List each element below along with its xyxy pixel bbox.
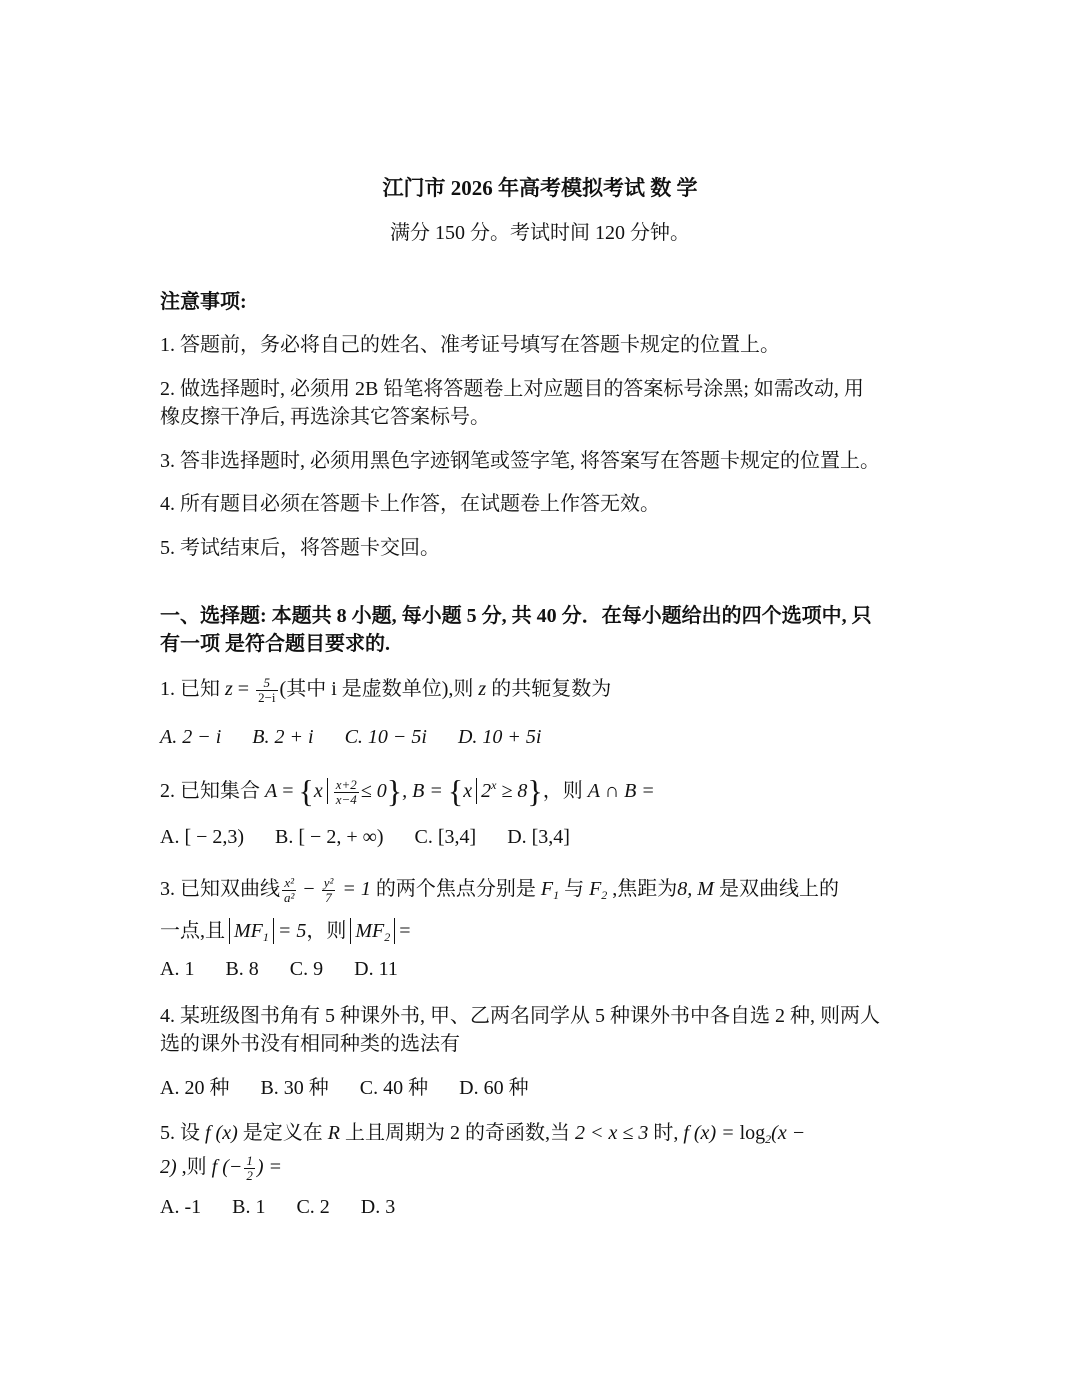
q2-option-d: D. [3,4]: [507, 826, 570, 848]
q5-log-base: 2: [765, 1132, 772, 1146]
question-3-line2: [160, 914, 930, 945]
q5-prefix: 5. 设: [160, 1122, 200, 1144]
q5-log: log: [739, 1122, 766, 1144]
q1-options: [160, 726, 930, 749]
notes-heading: 注意事项:: [160, 291, 247, 313]
q3-MF1-sub: 1: [262, 930, 269, 944]
q3-prefix: 3. 已知双曲线: [160, 878, 280, 900]
exam-subtitle: 满分 150 分。考试时间 120 分钟。: [390, 222, 690, 244]
q2-pow-base: 2: [481, 780, 492, 802]
q4-option-b: B. 30 种: [260, 1077, 329, 1099]
q3-f1-num: x²: [282, 876, 296, 891]
q2-options: [160, 826, 930, 849]
q5-neg: (−: [222, 1156, 243, 1178]
q3-abs-open-2: [350, 918, 351, 944]
q2-cond1: ≤ 0: [360, 780, 387, 802]
q3-abs-close-1: [273, 918, 274, 944]
q5-cond: 2 < x ≤ 3: [574, 1122, 649, 1144]
q3-F2: F: [589, 878, 602, 900]
q1-option-c: C. 10 − 5i: [344, 726, 427, 748]
q2-option-b: B. [ − 2, + ∞): [275, 826, 384, 848]
q5-R: R: [327, 1122, 340, 1144]
q5-option-d: D. 3: [360, 1196, 396, 1218]
q5-option-a: A. -1: [160, 1196, 202, 1218]
q3-mid2: ,焦距为: [612, 878, 678, 900]
q2-then: ，则: [542, 780, 583, 802]
q3-eq2: =: [399, 920, 411, 942]
q2-option-c: C. [3,4]: [414, 826, 477, 848]
q5-frac-num: 1: [246, 1152, 253, 1168]
q5-line2b: ,则: [181, 1156, 207, 1178]
q2-x2: x: [463, 780, 473, 802]
q1-option-b: B. 2 + i: [252, 726, 314, 748]
q3-fraction-1: [282, 876, 296, 905]
q2-option-a: A. [ − 2,3): [160, 826, 245, 848]
q1-var2: z: [478, 678, 487, 700]
q3-eq1: = 1: [337, 878, 371, 900]
q3-MF2-sub: 2: [384, 930, 391, 944]
question-4-line2: 选的课外书没有相同种类的选法有: [160, 1033, 460, 1055]
exam-title: 江门市 2026 年高考模拟考试 数 学: [382, 176, 698, 200]
q3-f2-den: 7: [325, 889, 332, 905]
q2-x: x: [313, 780, 323, 802]
q3-val: = 5: [277, 920, 307, 942]
q2-brace-open-2: {: [447, 773, 464, 809]
q3-mid1: 的两个焦点分别是: [375, 878, 536, 900]
question-3-line1: [160, 872, 930, 905]
question-5-line2: [160, 1150, 930, 1183]
q2-setB: , B =: [402, 780, 448, 802]
question-4-line1: 4. 某班级图书角有 5 种课外书, 甲、乙两名同学从 5 种课外书中各自选 2 种, 则两人: [160, 1005, 880, 1027]
q3-abs-close-2: [394, 918, 395, 944]
note-item-3: 3. 答非选择题时, 必须用黑色字迹钢笔或签字笔, 将答案写在答题卡规定的位置上。: [160, 450, 880, 472]
q2-bar: [327, 778, 328, 804]
q1-frac-num: 5: [256, 676, 277, 691]
q3-fraction-2: [322, 876, 336, 905]
q2-eq: =: [277, 780, 299, 802]
q3-minus: −: [298, 878, 320, 900]
q5-f: f: [211, 1156, 218, 1178]
q3-with: 与: [564, 878, 585, 900]
q3-option-b: B. 8: [225, 958, 259, 980]
q2-bar-2: [476, 778, 477, 804]
q3-MF1: MF: [234, 920, 263, 942]
q5-mid1: 是定义在: [242, 1122, 323, 1144]
q2-brace-close-2: }: [527, 773, 543, 809]
q2-prefix: 2. 已知集合: [160, 780, 260, 802]
q3-F1-sub: 1: [553, 888, 560, 902]
q1-var: z: [225, 678, 233, 700]
q3-F2-sub: 2: [601, 888, 608, 902]
q3-f2-num: y²: [323, 874, 334, 890]
question-5-line1: [160, 1116, 930, 1147]
q2-setA: A: [265, 780, 278, 802]
q2-pow-exp: x: [491, 778, 497, 792]
q2-fraction: [334, 778, 359, 807]
q1-fraction: [256, 676, 277, 705]
q1-prefix: 1. 已知: [160, 678, 220, 700]
question-2: [160, 773, 930, 810]
q2-cond2: ≥ 8: [501, 780, 528, 802]
q3-MF2: MF: [355, 920, 385, 942]
q2-frac-den: x−4: [335, 791, 357, 807]
q5-mid2: 上且周期为 2 的奇函数,当: [344, 1122, 570, 1144]
q1-option-a: A. 2 − i: [160, 726, 222, 748]
q2-frac-num: x+2: [335, 776, 357, 792]
q5-close: ) =: [256, 1156, 283, 1178]
q3-option-a: A. 1: [160, 958, 195, 980]
q3-dist: 8, M: [677, 878, 714, 900]
q5-options: [160, 1196, 930, 1219]
q1-eq: =: [232, 678, 255, 700]
q1-mid: (其中 i 是虚数单位),则: [279, 678, 474, 700]
note-item-2-cont: 橡皮擦干净后, 再选涂其它答案标号。: [160, 406, 490, 428]
q5-fraction: [244, 1154, 255, 1183]
q1-option-d: D. 10 + 5i: [457, 726, 542, 748]
q3-line2a: 一点,且: [160, 920, 225, 942]
question-1: [160, 672, 930, 705]
q1-suffix: 的共轭复数为: [491, 678, 612, 700]
q5-option-c: C. 2: [296, 1196, 330, 1218]
q2-expr: A ∩ B =: [587, 780, 655, 802]
q3-mid3: 是双曲线上的: [718, 878, 839, 900]
note-item-1: 1. 答题前，务必将自己的姓名、准考证号填写在答题卡规定的位置上。: [160, 334, 780, 356]
q3-option-d: D. 11: [354, 958, 398, 980]
q4-option-a: A. 20 种: [160, 1077, 230, 1099]
q5-line2a: 2): [160, 1156, 177, 1178]
q5-fx2: f (x) =: [683, 1122, 740, 1144]
section-heading-line1: 一、选择题: 本题共 8 小题, 每小题 5 分, 共 40 分．在每小题给出的四个选项中, 只: [160, 605, 872, 627]
q3-then: ，则: [306, 920, 347, 942]
q3-f1-den: a²: [284, 889, 295, 905]
q3-options: [160, 958, 930, 981]
note-item-4: 4. 所有题目必须在答题卡上作答，在试题卷上作答无效。: [160, 493, 660, 515]
q2-brace-close: }: [386, 773, 403, 809]
q1-frac-den: 2−i: [258, 689, 276, 705]
q2-brace-open: {: [298, 773, 314, 809]
q3-abs-open-1: [229, 918, 230, 944]
q3-F1: F: [540, 878, 554, 900]
q5-fx: f (x): [205, 1122, 238, 1144]
q5-mid3: 时,: [653, 1122, 679, 1144]
note-item-2: 2. 做选择题时, 必须用 2B 铅笔将答题卷上对应题目的答案标号涂黑; 如需改动, 用: [160, 378, 864, 400]
q4-option-d: D. 60 种: [459, 1077, 529, 1099]
section-heading-line2: 有一项 是符合题目要求的.: [160, 633, 390, 655]
note-item-5: 5. 考试结束后，将答题卡交回。: [160, 537, 440, 559]
q5-arg: (x −: [771, 1122, 806, 1144]
q5-option-b: B. 1: [232, 1196, 266, 1218]
q3-option-c: C. 9: [289, 958, 324, 980]
q5-frac-den: 2: [246, 1167, 253, 1183]
q4-options: [160, 1071, 930, 1100]
q4-option-c: C. 40 种: [359, 1077, 429, 1099]
